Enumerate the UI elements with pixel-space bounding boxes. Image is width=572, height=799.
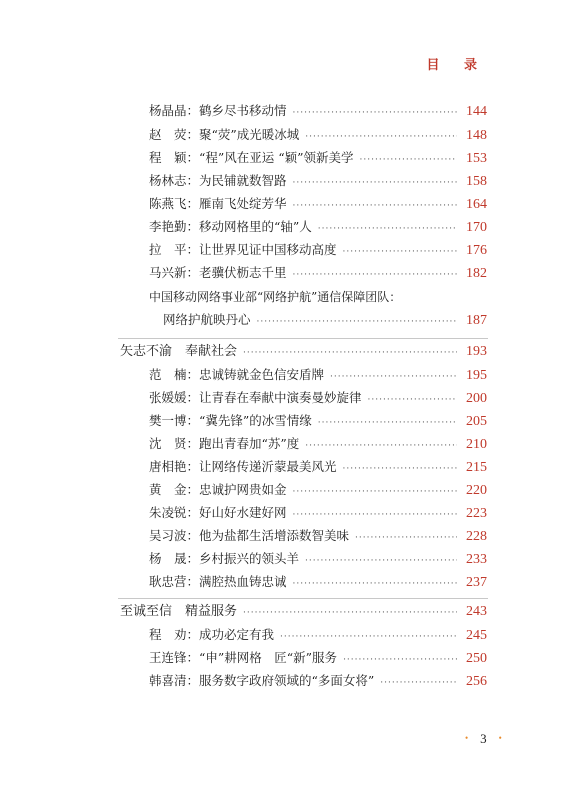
toc-entry[interactable]: [149, 390, 487, 408]
toc-entry[interactable]: [149, 528, 487, 546]
toc-entry[interactable]: [149, 673, 487, 691]
toc-entry[interactable]: [149, 650, 487, 668]
toc-entry-title: 马兴新：老骥伏枥志千里: [149, 265, 287, 280]
toc-entry-title: 张媛媛：让青春在奉献中演奏曼妙旋律: [149, 390, 362, 405]
toc-entry[interactable]: [149, 413, 487, 431]
toc-entry-title: 李艳勤：移动网格里的“轴”人: [149, 219, 312, 234]
toc-entry-page: 205: [466, 414, 487, 429]
dot-leader: [305, 438, 457, 454]
dot-leader: [380, 675, 457, 691]
toc-entry-page: 153: [466, 151, 487, 166]
toc-entry-title: 拉 平：让世界见证中国移动高度: [149, 242, 337, 257]
toc-entry-page: 256: [466, 674, 487, 689]
toc-entry-page: 250: [466, 651, 487, 666]
toc-entry-title: 杨林志：为民铺就数智路: [149, 173, 287, 188]
dot-leader: [293, 484, 457, 500]
toc-entry-page: 200: [466, 391, 487, 406]
ornament-dot: •: [465, 733, 469, 743]
toc-entry-title: 程 劝：成功必定有我: [149, 627, 275, 642]
toc-entry-title: 王连锋：“申”耕网格 匠“新”服务: [149, 650, 338, 665]
dot-leader: [368, 392, 457, 408]
toc-entry[interactable]: [149, 127, 487, 145]
dot-leader: [293, 105, 457, 121]
toc-team-title: 中国移动网络事业部“网络护航”通信保障团队：: [149, 290, 402, 304]
toc-entry-title: 黄 金：忠诚护网贵如金: [149, 482, 287, 497]
toc-entry-title: 韩喜清：服务数字政府领域的“多面女将”: [149, 673, 375, 688]
toc-entry-page: 187: [466, 313, 487, 328]
toc-entry-title: 耿忠营：满腔热血铸忠诚: [149, 574, 287, 589]
dot-leader: [305, 129, 457, 145]
toc-entry[interactable]: [149, 459, 487, 477]
toc-entry[interactable]: [149, 219, 487, 237]
dot-leader: [293, 198, 457, 214]
toc-section-page: 243: [466, 604, 487, 619]
toc-entry[interactable]: [163, 312, 487, 330]
toc-entry[interactable]: [149, 505, 487, 523]
toc-section-page: 193: [466, 344, 487, 359]
toc-team-heading: [149, 289, 487, 305]
toc-entry[interactable]: [149, 196, 487, 214]
toc-entry-page: 164: [466, 197, 487, 212]
toc-entry-title: 唐相艳：让网络传递沂蒙最美风光: [149, 459, 337, 474]
dot-leader: [293, 267, 457, 283]
toc-entry-page: 195: [466, 368, 487, 383]
dot-leader: [280, 629, 457, 645]
dot-leader: [305, 553, 457, 569]
dot-leader: [318, 221, 457, 237]
dot-leader: [343, 244, 457, 260]
toc-entry[interactable]: [149, 551, 487, 569]
toc-entry-title: 杨 晟：乡村振兴的领头羊: [149, 551, 300, 566]
toc-section[interactable]: [120, 344, 487, 361]
dot-leader: [330, 369, 457, 385]
toc-entry-page: 176: [466, 243, 487, 258]
section-divider: [118, 598, 488, 599]
toc-entry-page: 148: [466, 128, 487, 143]
dot-leader: [257, 314, 457, 330]
toc-entry[interactable]: [149, 103, 487, 121]
toc-entry-page: 223: [466, 506, 487, 521]
toc-entry-title: 吴习波：他为盐都生活增添数智美味: [149, 528, 350, 543]
toc-entry-title: 樊一博：“冀先锋”的冰雪情缘: [149, 413, 312, 428]
toc-header-title: 目 录: [426, 58, 487, 73]
dot-leader: [343, 652, 457, 668]
toc-entry-page: 237: [466, 575, 487, 590]
dot-leader: [343, 461, 457, 477]
toc-entry[interactable]: [149, 367, 487, 385]
toc-entry-page: 220: [466, 483, 487, 498]
toc-entry-title: 范 楠：忠诚铸就金色信安盾牌: [149, 367, 325, 382]
toc-entry[interactable]: [149, 482, 487, 500]
toc-entry[interactable]: [149, 150, 487, 168]
toc-entry[interactable]: [149, 574, 487, 592]
dot-leader: [243, 345, 457, 361]
toc-section-title: 至诚至信 精益服务: [120, 604, 238, 619]
dot-leader: [318, 415, 457, 431]
toc-entry-page: 144: [466, 104, 487, 119]
toc-entry-title: 朱凌锐：好山好水建好网: [149, 505, 287, 520]
toc-entry-title: 杨晶晶：鹤乡尽书移动情: [149, 103, 287, 118]
toc-section-title: 矢志不渝 奉献社会: [120, 344, 238, 359]
dot-leader: [360, 152, 457, 168]
toc-entry-title: 网络护航映丹心: [163, 312, 251, 327]
toc-entry-page: 228: [466, 529, 487, 544]
page-number: 3: [480, 731, 487, 746]
toc-section[interactable]: [120, 604, 487, 621]
toc-entry-title: 陈燕飞：雁南飞处绽芳华: [149, 196, 287, 211]
toc-entry-page: 182: [466, 266, 487, 281]
toc-entry-page: 210: [466, 437, 487, 452]
toc-entry-page: 245: [466, 628, 487, 643]
toc-entry[interactable]: [149, 173, 487, 191]
toc-entry-title: 程 颖：“程”风在亚运 “颖”领新美学: [149, 150, 354, 165]
toc-entry-page: 170: [466, 220, 487, 235]
dot-leader: [293, 507, 457, 523]
toc-entry[interactable]: [149, 265, 487, 283]
toc-entry-title: 沈 贤：跑出青春加“苏”度: [149, 436, 300, 451]
toc-entry[interactable]: [149, 436, 487, 454]
ornament-dot: •: [498, 733, 502, 743]
page-footer: [453, 731, 514, 747]
toc-entry-page: 215: [466, 460, 487, 475]
dot-leader: [243, 605, 457, 621]
toc-entry-page: 233: [466, 552, 487, 567]
toc-entry-title: 赵 荧：聚“荧”成光暖冰城: [149, 127, 300, 142]
dot-leader: [293, 175, 457, 191]
dot-leader: [355, 530, 457, 546]
toc-entry[interactable]: [149, 627, 487, 645]
section-divider: [118, 338, 488, 339]
toc-entry-page: 158: [466, 174, 487, 189]
toc-entry[interactable]: [149, 242, 487, 260]
dot-leader: [293, 576, 457, 592]
